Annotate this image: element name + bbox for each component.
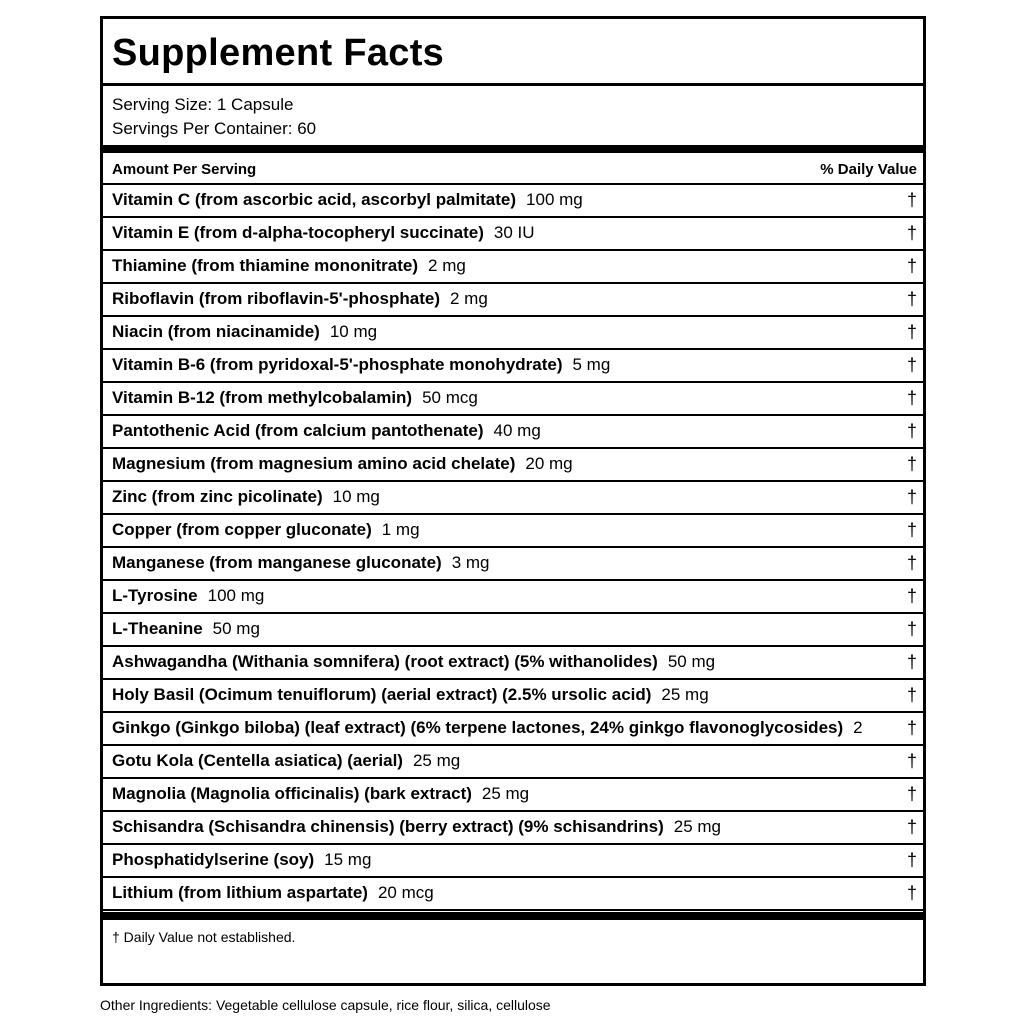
nutrient-amount: 25 mg (673, 817, 721, 836)
daily-value-symbol: † (906, 784, 917, 804)
table-row (103, 317, 923, 350)
nutrient-name (112, 388, 478, 408)
table-row (103, 845, 923, 878)
nutrient-amount: 2 (853, 718, 863, 737)
nutrient-amount: 25 mg (481, 784, 530, 803)
nutrient-amount: 2 mg (450, 289, 488, 308)
nutrient-name (112, 553, 489, 573)
nutrient-label: Magnesium (from magnesium amino acid chelate) (112, 454, 516, 473)
nutrient-name (112, 850, 371, 870)
nutrient-name (112, 421, 541, 441)
serving-info (112, 93, 316, 141)
nutrient-label: Ginkgo (Ginkgo biloba) (leaf extract) (6% terpene lactones, 24% ginkgo flavonoglycosides) (112, 718, 844, 737)
nutrient-name (112, 586, 264, 606)
nutrient-label: Vitamin B-12 (from methylcobalamin) (112, 388, 413, 407)
nutrient-amount: 5 mg (572, 355, 611, 374)
daily-value-symbol: † (906, 883, 917, 903)
daily-value-symbol: † (906, 751, 917, 771)
nutrient-name (112, 520, 420, 540)
nutrient-label: Magnolia (Magnolia officinalis) (bark extract) (112, 784, 472, 803)
nutrient-label: Lithium (from lithium aspartate) (112, 883, 368, 902)
nutrient-amount: 2 mg (428, 256, 466, 275)
table-row (103, 647, 923, 680)
nutrient-amount: 25 mg (661, 685, 709, 704)
amount-per-serving-label: Amount Per Serving (112, 161, 257, 178)
daily-value-symbol: † (906, 454, 917, 474)
nutrient-amount: 20 mcg (377, 883, 434, 902)
serving-size: Serving Size: 1 Capsule (112, 95, 294, 114)
nutrient-name (112, 652, 715, 672)
nutrient-label: Gotu Kola (Centella asiatica) (aerial) (112, 751, 403, 770)
nutrient-label: Zinc (from zinc picolinate) (112, 487, 323, 506)
nutrient-name (112, 190, 583, 210)
nutrient-amount: 50 mcg (422, 388, 478, 407)
nutrient-amount: 10 mg (329, 322, 378, 341)
nutrient-name (112, 718, 863, 738)
nutrient-label: Holy Basil (Ocimum tenuiflorum) (aerial extract) (2.5% ursolic acid) (112, 685, 652, 704)
daily-value-symbol: † (906, 322, 917, 342)
table-row (103, 218, 923, 251)
nutrient-name (112, 355, 610, 375)
daily-value-symbol: † (906, 223, 917, 243)
nutrient-label: L-Tyrosine (112, 586, 198, 605)
nutrient-label: L-Theanine (112, 619, 203, 638)
daily-value-symbol: † (906, 553, 917, 573)
nutrient-amount: 10 mg (332, 487, 380, 506)
daily-value-footnote: † Daily Value not established. (112, 929, 296, 945)
table-row (103, 680, 923, 713)
table-row (103, 581, 923, 614)
daily-value-symbol: † (906, 388, 917, 408)
panel-title: Supplement Facts (112, 32, 445, 74)
table-row (103, 350, 923, 383)
daily-value-symbol: † (906, 850, 917, 870)
nutrient-amount: 100 mg (207, 586, 265, 605)
nutrient-label: Schisandra (Schisandra chinensis) (berry extract) (9% schisandrins) (112, 817, 664, 836)
nutrient-label: Manganese (from manganese gluconate) (112, 553, 442, 572)
daily-value-symbol: † (906, 289, 917, 309)
nutrient-amount: 20 mg (525, 454, 573, 473)
table-row (103, 812, 923, 845)
amount-header-row (103, 155, 923, 185)
table-row (103, 746, 923, 779)
nutrient-label: Thiamine (from thiamine mononitrate) (112, 256, 419, 275)
daily-value-symbol: † (906, 619, 917, 639)
daily-value-symbol: † (906, 487, 917, 507)
nutrient-name (112, 454, 573, 474)
thick-divider-bottom (103, 912, 923, 920)
nutrient-label: Vitamin B-6 (from pyridoxal-5'-phosphate monohydrate) (112, 355, 563, 374)
nutrient-label: Phosphatidylserine (soy) (112, 850, 315, 869)
daily-value-symbol: † (906, 652, 917, 672)
nutrient-name (112, 751, 460, 771)
nutrient-amount: 15 mg (324, 850, 372, 869)
table-row (103, 713, 923, 746)
title-box (103, 19, 923, 86)
daily-value-symbol: † (906, 190, 917, 210)
table-row (103, 878, 923, 911)
daily-value-symbol: † (906, 421, 917, 441)
nutrient-amount: 30 IU (493, 223, 535, 242)
table-row (103, 515, 923, 548)
other-ingredients: Other Ingredients: Vegetable cellulose capsule, rice flour, silica, cellulose (100, 997, 551, 1013)
nutrient-name (112, 784, 529, 804)
daily-value-symbol: † (906, 718, 917, 738)
nutrient-amount: 50 mg (667, 652, 716, 671)
nutrient-name (112, 817, 721, 837)
daily-value-symbol: † (906, 355, 917, 375)
table-row (103, 251, 923, 284)
daily-value-symbol: † (906, 520, 917, 540)
table-row (103, 482, 923, 515)
table-row (103, 449, 923, 482)
nutrient-name (112, 223, 535, 243)
nutrient-label: Riboflavin (from riboflavin-5'-phosphate) (112, 289, 440, 308)
table-row (103, 614, 923, 647)
nutrient-label: Pantothenic Acid (from calcium pantothenate) (112, 421, 484, 440)
nutrient-label: Niacin (from niacinamide) (112, 322, 320, 341)
daily-value-label: % Daily Value (820, 161, 917, 178)
nutrient-name (112, 487, 380, 507)
table-row (103, 416, 923, 449)
supplement-facts-panel (100, 16, 926, 986)
servings-per-container: Servings Per Container: 60 (112, 119, 317, 138)
nutrient-name (112, 619, 260, 639)
nutrient-name (112, 322, 377, 342)
table-row (103, 548, 923, 581)
nutrient-name (112, 289, 488, 309)
nutrient-label: Ashwagandha (Withania somnifera) (root extract) (5% withanolides) (112, 652, 658, 671)
nutrient-amount: 100 mg (526, 190, 583, 209)
table-row (103, 779, 923, 812)
table-row (103, 185, 923, 218)
nutrient-rows (103, 185, 923, 911)
nutrient-name (112, 256, 466, 276)
table-row (103, 284, 923, 317)
nutrient-label: Vitamin E (from d-alpha-tocopheryl succinate) (112, 223, 484, 242)
nutrient-amount: 40 mg (493, 421, 541, 440)
nutrient-amount: 25 mg (412, 751, 461, 770)
nutrient-label: Vitamin C (from ascorbic acid, ascorbyl palmitate) (112, 190, 517, 209)
daily-value-symbol: † (906, 685, 917, 705)
nutrient-name (112, 883, 434, 903)
nutrient-amount: 1 mg (381, 520, 420, 539)
daily-value-symbol: † (906, 256, 917, 276)
daily-value-symbol: † (906, 817, 917, 837)
nutrient-label: Copper (from copper gluconate) (112, 520, 372, 539)
nutrient-name (112, 685, 709, 705)
thick-divider-top (103, 145, 923, 153)
table-row (103, 383, 923, 416)
daily-value-symbol: † (906, 586, 917, 606)
nutrient-amount: 50 mg (212, 619, 260, 638)
nutrient-amount: 3 mg (451, 553, 490, 572)
